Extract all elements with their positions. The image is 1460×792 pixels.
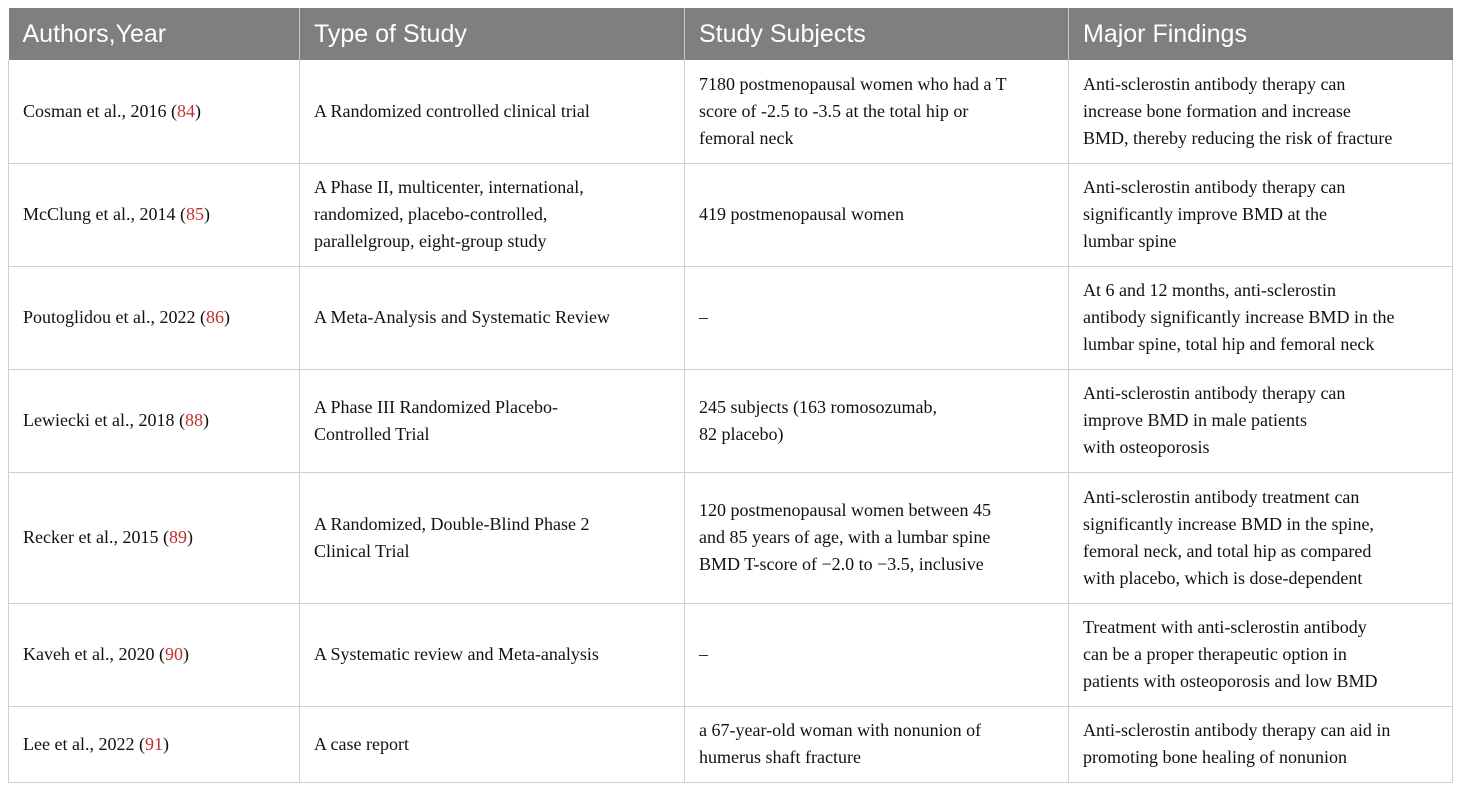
reference-link[interactable]: 89 — [168, 527, 187, 547]
cell-major-findings — [1069, 472, 1453, 603]
author-text: Kaveh et al., 2020 ( — [23, 644, 165, 664]
major-findings-line: femoral neck, and total hip as compared — [1083, 540, 1372, 561]
header-major-findings: Major Findings — [1069, 8, 1453, 60]
author-close-paren: ) — [194, 100, 201, 121]
table-row — [9, 266, 1453, 369]
major-findings-line: Anti-sclerostin antibody therapy can aid in — [1083, 720, 1391, 740]
major-findings-line: antibody significantly increase BMD in the — [1083, 307, 1395, 327]
study-subjects-line: and 85 years of age, with a lumbar spine — [699, 527, 991, 547]
cell-type-of-study — [300, 472, 685, 603]
type-of-study-line: A Phase II, multicenter, international, — [314, 177, 584, 197]
type-of-study-line: A Systematic review and Meta-analysis — [314, 644, 599, 664]
type-of-study-line: parallelgroup, eight-group study — [314, 231, 547, 251]
type-of-study-line: A Randomized controlled clinical trial — [314, 100, 590, 121]
table-body — [9, 60, 1453, 782]
cell-major-findings — [1069, 60, 1453, 163]
reference-link[interactable]: 86 — [206, 307, 224, 327]
major-findings-line: lumbar spine, total hip and femoral neck — [1083, 334, 1375, 354]
study-subjects-line: 120 postmenopausal women between 45 — [699, 500, 991, 520]
reference-link[interactable]: 84 — [176, 100, 195, 121]
cell-major-findings — [1069, 163, 1453, 266]
author-text: Recker et al., 2015 ( — [23, 527, 169, 547]
reference-link[interactable]: 91 — [144, 733, 163, 754]
author-close-paren: ) — [186, 527, 193, 547]
major-findings-line: significantly improve BMD at the — [1083, 204, 1327, 224]
author-text: McClung et al., 2014 ( — [23, 204, 186, 224]
header-study-subjects: Study Subjects — [685, 8, 1069, 60]
reference-link[interactable]: 88 — [184, 410, 203, 430]
cell-study-subjects — [685, 706, 1069, 782]
cell-author-year — [9, 266, 300, 369]
cell-major-findings — [1069, 706, 1453, 782]
type-of-study-line: Controlled Trial — [314, 423, 430, 444]
major-findings-line: can be a proper therapeutic option in — [1083, 644, 1347, 664]
cell-author-year — [9, 472, 300, 603]
cell-study-subjects — [685, 60, 1069, 163]
type-of-study-line: randomized, placebo-controlled, — [314, 204, 548, 224]
major-findings-line: Anti-sclerostin antibody therapy can — [1083, 383, 1346, 403]
study-subjects-line: 7180 postmenopausal women who had a T — [699, 73, 1007, 94]
study-subjects-line: a 67-year-old woman with nonunion of — [699, 720, 982, 740]
type-of-study-line: A Meta-Analysis and Systematic Review — [314, 307, 610, 327]
study-subjects-line: – — [699, 644, 708, 664]
author-text: Lewiecki et al., 2018 ( — [23, 410, 185, 430]
author-text: Poutoglidou et al., 2022 ( — [23, 307, 206, 327]
author-close-paren: ) — [162, 733, 169, 754]
table-row — [9, 603, 1453, 706]
cell-study-subjects — [685, 266, 1069, 369]
cell-author-year — [9, 603, 300, 706]
cell-author-year — [9, 60, 300, 163]
type-of-study-line: A Phase III Randomized Placebo- — [314, 396, 558, 417]
study-subjects-line: femoral neck — [699, 127, 794, 148]
type-of-study-line: A Randomized, Double-Blind Phase 2 — [314, 513, 590, 534]
header-type-of-study: Type of Study — [300, 8, 685, 60]
study-subjects-line: humerus shaft fracture — [699, 747, 861, 767]
studies-table — [8, 8, 1453, 783]
cell-author-year — [9, 163, 300, 266]
cell-type-of-study — [300, 369, 685, 472]
table-row — [9, 369, 1453, 472]
reference-link[interactable]: 90 — [164, 644, 183, 664]
author-close-paren: ) — [203, 204, 210, 224]
study-subjects-line: 245 subjects (163 romosozumab, — [699, 396, 937, 417]
table-row — [9, 163, 1453, 266]
major-findings-line: Treatment with anti-sclerostin antibody — [1083, 617, 1367, 637]
cell-author-year — [9, 706, 300, 782]
author-close-paren: ) — [202, 410, 209, 430]
table-row — [9, 60, 1453, 163]
study-subjects-line: – — [699, 307, 708, 327]
major-findings-line: with osteoporosis — [1083, 437, 1210, 457]
major-findings-line: with placebo, which is dose-dependent — [1083, 567, 1363, 588]
major-findings-line: At 6 and 12 months, anti-sclerostin — [1083, 280, 1336, 300]
cell-study-subjects — [685, 163, 1069, 266]
cell-type-of-study — [300, 603, 685, 706]
table-header — [9, 8, 1453, 60]
cell-major-findings — [1069, 603, 1453, 706]
major-findings-line: BMD, thereby reducing the risk of fracture — [1083, 127, 1393, 148]
cell-study-subjects — [685, 472, 1069, 603]
cell-type-of-study — [300, 706, 685, 782]
major-findings-line: increase bone formation and increase — [1083, 100, 1351, 121]
major-findings-line: Anti-sclerostin antibody therapy can — [1083, 177, 1346, 197]
major-findings-line: patients with osteoporosis and low BMD — [1083, 671, 1378, 691]
reference-link[interactable]: 85 — [185, 204, 204, 224]
author-text: Cosman et al., 2016 ( — [23, 100, 177, 121]
type-of-study-line: A case report — [314, 733, 409, 754]
major-findings-line: promoting bone healing of nonunion — [1083, 747, 1347, 767]
header-authors-year: Authors,Year — [9, 8, 300, 60]
major-findings-line: improve BMD in male patients — [1083, 410, 1307, 430]
study-subjects-line: score of -2.5 to -3.5 at the total hip or — [699, 100, 969, 121]
author-text: Lee et al., 2022 ( — [23, 733, 145, 754]
cell-type-of-study — [300, 163, 685, 266]
study-subjects-line: 419 postmenopausal women — [699, 204, 904, 224]
cell-type-of-study — [300, 266, 685, 369]
cell-major-findings — [1069, 266, 1453, 369]
study-subjects-line: BMD T-score of −2.0 to −3.5, inclusive — [699, 554, 984, 574]
table-row — [9, 706, 1453, 782]
cell-author-year — [9, 369, 300, 472]
major-findings-line: Anti-sclerostin antibody therapy can — [1083, 73, 1346, 94]
cell-type-of-study — [300, 60, 685, 163]
table-row — [9, 472, 1453, 603]
author-close-paren: ) — [224, 307, 230, 327]
major-findings-line: significantly increase BMD in the spine, — [1083, 513, 1374, 534]
type-of-study-line: Clinical Trial — [314, 540, 410, 561]
major-findings-line: lumbar spine — [1083, 231, 1177, 251]
major-findings-line: Anti-sclerostin antibody treatment can — [1083, 486, 1360, 507]
author-close-paren: ) — [182, 644, 189, 664]
cell-study-subjects — [685, 603, 1069, 706]
cell-major-findings — [1069, 369, 1453, 472]
cell-study-subjects — [685, 369, 1069, 472]
study-subjects-line: 82 placebo) — [699, 423, 784, 444]
